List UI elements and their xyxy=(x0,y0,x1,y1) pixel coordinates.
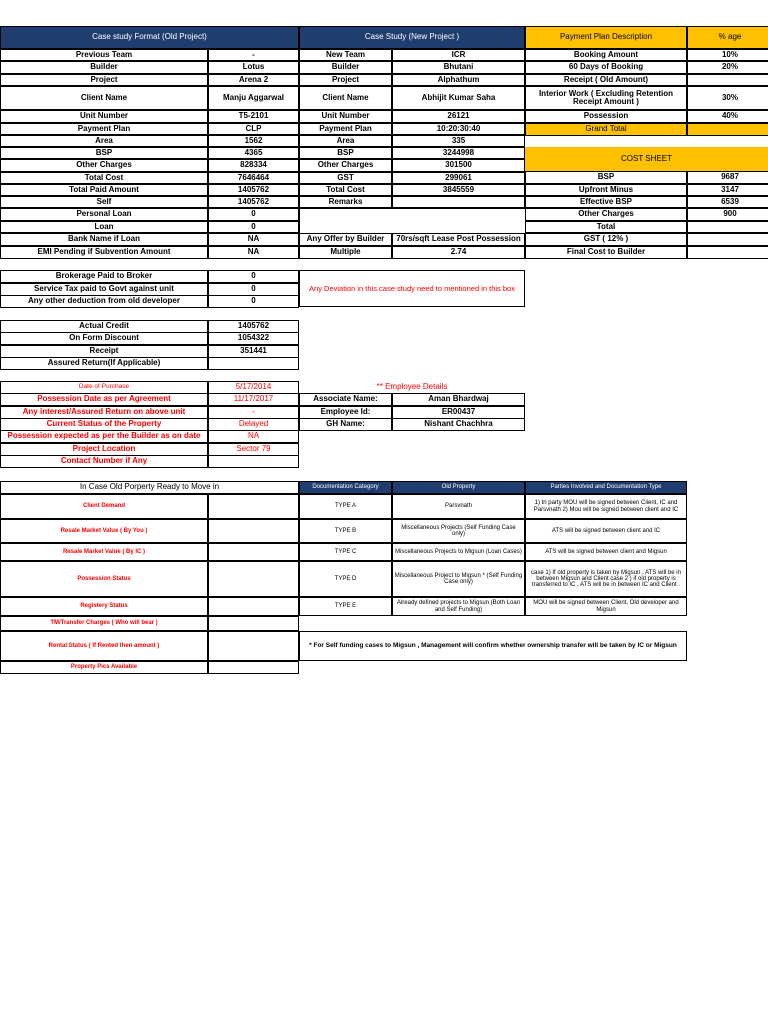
old-row-value: Lotus xyxy=(208,61,299,74)
payment-plan-desc: 60 Days of Booking xyxy=(525,61,687,74)
old-row-value: 4365 xyxy=(208,147,299,159)
doc-parties: ATS will be signed between client and Migsun xyxy=(525,543,687,561)
employee-value: Aman Bhardwaj xyxy=(392,393,525,406)
payment-plan-desc-header: Payment Plan Description xyxy=(525,26,687,49)
employee-value: ER00437 xyxy=(392,406,525,419)
brokerage-label: Any other deduction from old developer xyxy=(0,295,208,308)
doc-parties: 1) tri party MOU will be signed between Client, IC and Parsvnath 2) Mou will be signed between client and IC xyxy=(525,494,687,519)
multiple-value: 2.74 xyxy=(392,246,525,259)
deviation-note: Any Deviation in this case study need to mentioned in this box xyxy=(299,270,525,307)
new-row-value: 3244998 xyxy=(392,147,525,159)
credit-value: 1405762 xyxy=(208,320,299,333)
old-row-label: Other Charges xyxy=(0,159,208,172)
cost-sheet-value xyxy=(687,246,768,259)
purchase-value: 5/17/2014 xyxy=(208,381,299,394)
old-row-label: Personal Loan xyxy=(0,208,208,221)
new-row-value xyxy=(392,196,525,208)
old-row-value: 7646464 xyxy=(208,172,299,184)
ready-row-label: Resale Market Value ( By You ) xyxy=(0,519,208,543)
multiple-label: Multiple xyxy=(299,246,392,259)
ready-row-label: Rental Status ( If Rented then amount ) xyxy=(0,631,208,661)
doc-old-property: Miscellaneous Projects to Migsun (Loan Cases) xyxy=(392,543,525,561)
cost-sheet-label: Effective BSP xyxy=(525,196,687,208)
old-row-value: Manju Aggarwal xyxy=(208,86,299,110)
ready-row-value xyxy=(208,631,299,661)
brokerage-value: 0 xyxy=(208,295,299,308)
ready-row-value xyxy=(208,597,299,616)
old-row-label: Payment Plan xyxy=(0,123,208,135)
cost-sheet-label: Other Charges xyxy=(525,208,687,221)
purchase-value: Delayed xyxy=(208,418,299,431)
old-row-label: BSP xyxy=(0,147,208,159)
purchase-value xyxy=(208,455,299,468)
new-row-value: Bhutani xyxy=(392,61,525,74)
purchase-label: Current Status of the Property xyxy=(0,418,208,431)
credit-label: Assured Return(If Applicable) xyxy=(0,357,208,370)
purchase-value: NA xyxy=(208,430,299,443)
old-row-value: 0 xyxy=(208,208,299,221)
brokerage-label: Brokerage Paid to Broker xyxy=(0,270,208,283)
old-row-label: Loan xyxy=(0,221,208,233)
ready-row-label: Registery Status xyxy=(0,597,208,616)
old-row-value: Arena 2 xyxy=(208,74,299,86)
doc-parties: MOU will be signed between Client, Old developer and Migsun xyxy=(525,597,687,616)
purchase-label: Possession Date as per Agreement xyxy=(0,393,208,406)
ready-row-value xyxy=(208,519,299,543)
payment-plan-pct: 30% xyxy=(687,86,768,110)
old-row-label: Area xyxy=(0,135,208,147)
ready-row-label: Possession Status xyxy=(0,561,208,597)
payment-plan-desc: Booking Amount xyxy=(525,49,687,61)
payment-plan-pct-header: % age xyxy=(687,26,768,49)
new-row-label: New Team xyxy=(299,49,392,61)
employee-label: Employee Id: xyxy=(299,406,392,419)
payment-plan-pct: 20% xyxy=(687,61,768,74)
old-row-label: EMI Pending if Subvention Amount xyxy=(0,246,208,259)
new-empty-block xyxy=(299,208,525,233)
old-row-value: - xyxy=(208,49,299,61)
ready-row-label: Resale Market Value ( By IC ) xyxy=(0,543,208,561)
old-row-label: Project xyxy=(0,74,208,86)
doc-old-property: Parsvnath xyxy=(392,494,525,519)
employee-title: ** Employee Details xyxy=(376,381,448,391)
new-row-label: Builder xyxy=(299,61,392,74)
doc-old-property: Miscellaneous Project to Migsun * (Self Funding Case only) xyxy=(392,561,525,597)
credit-label: Actual Credit xyxy=(0,320,208,333)
doc-header-parties: Parties Involved and Documentation Type xyxy=(525,481,687,494)
new-row-label: BSP xyxy=(299,147,392,159)
brokerage-value: 0 xyxy=(208,283,299,296)
employee-label: GH Name: xyxy=(299,418,392,431)
new-row-label: Client Name xyxy=(299,86,392,110)
cost-sheet-label: Total xyxy=(525,221,687,233)
cost-sheet-value: 9687 xyxy=(687,171,768,184)
cost-sheet-value: 3147 xyxy=(687,184,768,196)
new-row-label: GST xyxy=(299,172,392,184)
doc-old-property: Miscellaneous Projects (Self Funding Case only) xyxy=(392,519,525,543)
credit-label: Receipt xyxy=(0,345,208,358)
old-row-label: Self xyxy=(0,196,208,208)
doc-header-category: Documentation Category xyxy=(299,481,392,494)
purchase-label: Date of Purchase xyxy=(0,381,208,394)
doc-old-property: Already defined projects to Migsun (Both Loan and Self Funding) xyxy=(392,597,525,616)
old-row-label: Bank Name if Loan xyxy=(0,233,208,246)
ready-header: In Case Old Porperty Ready to Move in xyxy=(0,481,299,494)
old-row-value: NA xyxy=(208,233,299,246)
new-row-value: 26121 xyxy=(392,110,525,123)
new-row-label: Unit Number xyxy=(299,110,392,123)
cost-sheet-label: Final Cost to Builder xyxy=(525,246,687,259)
new-row-value: 335 xyxy=(392,135,525,147)
credit-label: On Form Discount xyxy=(0,332,208,345)
ready-row-label: Property Pics Available xyxy=(0,661,208,674)
payment-plan-pct: 40% xyxy=(687,110,768,123)
old-row-value: CLP xyxy=(208,123,299,135)
offer-label: Any Offer by Builder xyxy=(299,233,392,246)
old-row-label: Previous Team xyxy=(0,49,208,61)
new-row-label: Project xyxy=(299,74,392,86)
purchase-label: Any interest/Assured Return on above unit xyxy=(0,406,208,419)
credit-value xyxy=(208,357,299,370)
old-row-label: Total Cost xyxy=(0,172,208,184)
doc-type: TYPE B xyxy=(299,519,392,543)
purchase-value: - xyxy=(208,406,299,419)
new-row-value: ICR xyxy=(392,49,525,61)
payment-plan-pct: 10% xyxy=(687,49,768,61)
new-row-value: 301500 xyxy=(392,159,525,172)
employee-value: Nishant Chachhra xyxy=(392,418,525,431)
ready-row-label: TM/Transfer Charges ( Who will bear ) xyxy=(0,616,208,631)
brokerage-value: 0 xyxy=(208,270,299,283)
new-row-label: Other Charges xyxy=(299,159,392,172)
doc-parties: ATS will be signed between client and IC xyxy=(525,519,687,543)
cost-sheet-value xyxy=(687,221,768,233)
doc-type: TYPE E xyxy=(299,597,392,616)
old-row-value: 828334 xyxy=(208,159,299,172)
credit-value: 1054322 xyxy=(208,332,299,345)
ready-row-value xyxy=(208,616,299,631)
doc-type: TYPE D xyxy=(299,561,392,597)
offer-value: 70rs/sqft Lease Post Possession xyxy=(392,233,525,246)
old-row-label: Unit Number xyxy=(0,110,208,123)
new-row-label: Remarks xyxy=(299,196,392,208)
old-row-label: Client Name xyxy=(0,86,208,110)
new-row-label: Area xyxy=(299,135,392,147)
payment-plan-desc: Interior Work ( Excluding Retention Receipt Amount ) xyxy=(525,86,687,110)
new-row-label: Total Cost xyxy=(299,184,392,196)
ready-row-value xyxy=(208,561,299,597)
cost-sheet-label: BSP xyxy=(525,171,687,184)
new-row-value: 299061 xyxy=(392,172,525,184)
old-row-value: NA xyxy=(208,246,299,259)
purchase-label: Project Location xyxy=(0,443,208,456)
doc-parties: case 1) If old property is taken by Migsun , ATS will be in between Migsun and Client case 2 ) if old property is transferred to IC , ATS will be in between IC and Client . xyxy=(525,561,687,597)
old-row-value: 1562 xyxy=(208,135,299,147)
old-row-label: Builder xyxy=(0,61,208,74)
ready-row-value xyxy=(208,543,299,561)
documentation-footnote: * For Self funding cases to Migsun , Management will confirm whether ownership transfer will be taken by IC or Migsun xyxy=(299,631,687,661)
old-project-header: Case study Format (Old Project) xyxy=(0,26,299,49)
cost-sheet-header: COST SHEET xyxy=(525,147,768,171)
new-row-value: 3845559 xyxy=(392,184,525,196)
cost-sheet-value: 900 xyxy=(687,208,768,221)
new-row-value: 10:20:30:40 xyxy=(392,123,525,135)
payment-plan-pct xyxy=(687,74,768,86)
new-project-header: Case Study (New Project ) xyxy=(299,26,525,49)
old-row-label: Total Paid Amount xyxy=(0,184,208,196)
old-row-value: T5-2101 xyxy=(208,110,299,123)
credit-value: 351441 xyxy=(208,345,299,358)
payment-plan-desc: Possession xyxy=(525,110,687,123)
purchase-value: 11/17/2017 xyxy=(208,393,299,406)
doc-header-old-property: Old Property xyxy=(392,481,525,494)
cost-sheet-label: Upfront Minus xyxy=(525,184,687,196)
new-row-value: Abhijit Kumar Saha xyxy=(392,86,525,110)
purchase-value: Sector 79 xyxy=(208,443,299,456)
new-row-value: Alphathum xyxy=(392,74,525,86)
doc-type: TYPE C xyxy=(299,543,392,561)
old-row-value: 1405762 xyxy=(208,196,299,208)
ready-row-value xyxy=(208,494,299,519)
ready-row-value xyxy=(208,661,299,674)
employee-label: Associate Name: xyxy=(299,393,392,406)
old-row-value: 1405762 xyxy=(208,184,299,196)
payment-plan-desc: Receipt ( Old Amount) xyxy=(525,74,687,86)
purchase-label: Contact Number if Any xyxy=(0,455,208,468)
doc-type: TYPE A xyxy=(299,494,392,519)
cost-sheet-label: GST ( 12% ) xyxy=(525,233,687,246)
cost-sheet-value: 6539 xyxy=(687,196,768,208)
grand-total-label: Grand Total xyxy=(525,123,687,136)
brokerage-label: Service Tax paid to Govt against unit xyxy=(0,283,208,296)
ready-row-label: Client Demand xyxy=(0,494,208,519)
grand-total-value xyxy=(687,123,768,136)
old-row-value: 0 xyxy=(208,221,299,233)
new-row-label: Payment Plan xyxy=(299,123,392,135)
cost-sheet-value xyxy=(687,233,768,246)
purchase-label: Possession expected as per the Builder as on date xyxy=(0,430,208,443)
